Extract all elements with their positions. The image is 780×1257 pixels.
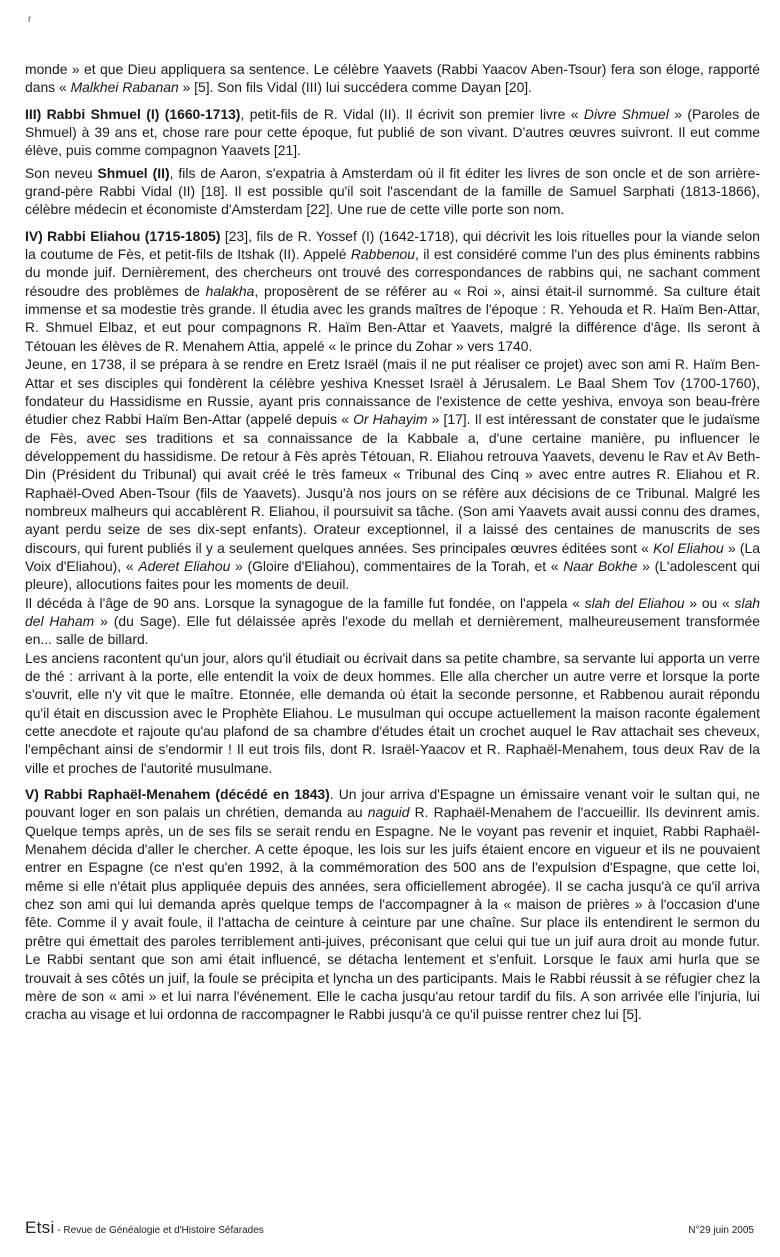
- italic-term: slah del Eliahou: [584, 594, 685, 611]
- bold-name: Shmuel (II): [97, 164, 170, 181]
- italic-title: Malkhei Rabanan: [70, 79, 179, 96]
- paragraph-eliahou-youth: Jeune, en 1738, il se prépara à se rendre en Eretz Israël (mais il ne put réaliser ce projet) avec son ami R. Haïm Ben-Attar et ses disciples qui fondèrent la célèbre yeshiva Knesset Israël à Jérusalem. Le Baal Shem Tov (1700-1760), fondateur du Hassidisme en Russie, ayant pris connaissance de l'existence de cette yeshiva, envoya son beau-frère étudier chez Rabbi Haïm Ben-Attar (appelé depuis « Or Hahayim » [17]. Il est intéressant de constater que le judaïsme de Fès, avec ses traditions et sa connaissance de la Kabbale a, d'une certaine manière, pu influencer le développement du hassidisme. De retour à Fès après Tétouan, R. Eliahou retrouva Yaavets, devenu le Rav et Av Beth-Din (Président du Tribunal) qui avait créé le très fameux « Tribunal des Cinq » avec entre autres R. Eliahou et R. Raphaël-Oved Aben-Tsour (fils de Yaavets). Jusqu'à nos jours on se réfère aux décisions de ce Tribunal. Malgré les nombreux malheurs qui accablèrent R. Eliahou, il poursuivit sa tâche. (Son ami Yaavets avait aussi connu des drames, ayant perdu seize de ses dix-sept enfants). Orateur exceptionnel, il a laissé des centaines de manuscrits de ses discours, qui furent publiés il y a seulement quelques années. Ses principales œuvres éditées sont « Kol Eliahou » (La Voix d'Eliahou), « Aderet Eliahou » (Gloire d'Eliahou), commentaires de la Torah, et « Naar Bokhe » (L'adolescent qui pleure), allocutions faites pour les moments de deuil.: [25, 356, 761, 593]
- italic-term: slah del Haham: [25, 594, 761, 629]
- section-rabbi-eliahou: IV) Rabbi Eliahou (1715-1805) [23], fils de R. Yossef (I) (1642-1718), qui décrivit les lois rituelles pour la viande selon la coutume de Fès, et petit-fils de Itshak (II). Appelé Rabbenou, il est considéré comme l'un des plus éminents rabbins du monde juif. Dernièrement, des chercheurs ont trouvé des correspondances de rabbins qui, ne sachant comment résoudre des problèmes de halakha, proposèrent de se référer au « Roi », ainsi était-il surnommé. Sa culture était immense et sa modestie très grande. Il étudia avec les grands maîtres de l'époque : R. Yehouda et R. Haïm Ben-Attar, R. Shmuel Elbaz, et eut pour compagnons R. Haïm Ben-Attar et Yaavets, malgré la différence d'âge. Ils seront à Tétouan les élèves de R. Menahem Attia, appelé « le prince du Zohar » vers 1740.: [25, 227, 760, 354]
- section-heading: III) Rabbi Shmuel (I) (1660-1713): [25, 105, 241, 122]
- journal-credit: [25, 1218, 264, 1238]
- journal-name: Etsi: [25, 1218, 55, 1237]
- paragraph-shmuel-ii: Son neveu Shmuel (II), fils de Aaron, s'expatria à Amsterdam où il fit éditer les livres de son oncle et de son arrière-grand-père Rabbi Vidal (II) [18]. Il est possible qu'il soit l'ascendant de la famille de Samuel Sarphati (1813-1866), célèbre médecin et économiste d'Amsterdam [22]. Une rue de cette ville porte son nom.: [25, 164, 760, 218]
- corner-mark: r: [28, 14, 32, 25]
- italic-title: Aderet Eliahou: [138, 557, 231, 574]
- italic-title: Or Hahayim: [353, 411, 428, 428]
- issue-info: N°29 juin 2005: [688, 1225, 754, 1236]
- journal-subtitle: - Revue de Généalogie et d'Histoire Séfarades: [54, 1225, 264, 1236]
- section-rabbi-shmuel: III) Rabbi Shmuel (I) (1660-1713), petit-fils de R. Vidal (II). Il écrivit son premier livre « Divre Shmuel » (Paroles de Shmuel) à 39 ans et, chose rare pour cette époque, fut publié de son vivant. D'autres œuvres suivront. Il eut comme élève, puis comme compagnon Yaavets [21].: [25, 105, 761, 159]
- italic-term: halakha: [205, 282, 255, 299]
- page-footer: [25, 1218, 760, 1240]
- paragraph-eliahou-death: Il décéda à l'âge de 90 ans. Lorsque la synagogue de la famille fut fondée, on l'appela « slah del Eliahou » ou « slah del Haham » (du Sage). Elle fut délaissée après l'exode du mellah et dernièrement, malheureusement transformée en... salle de billard.: [25, 594, 761, 648]
- italic-title: Naar Bokhe: [563, 557, 638, 574]
- section-rabbi-raphael-menahem: V) Rabbi Raphaël-Menahem (décédé en 1843). Un jour arriva d'Espagne un émissaire venant voir le sultan qui, ne pouvant loger en son palais un chrétien, demanda au naguid R. Raphaël-Menahem de l'accueillir. Ils devinrent amis. Quelque temps après, un de ses fils se serait rendu en Espagne. Ne le voyant pas revenir et inquiet, Rabbi Raphaël-Menahem décida d'aller le chercher. A cette époque, les lois sur les juifs étaient encore en vigueur et ils ne pouvaient entrer en Espagne (ce n'est qu'en 1992, à la commémoration des 500 ans de l'expulsion d'Espagne, que cette loi, même si elle n'était plus appliquée depuis des années, sera officiellement abrogée). Il se cacha jusqu'à ce qu'il arriva chez son ami qui lui demanda après quelque temps de l'accompagner à la « maison de prières » à l'occasion d'une fête. Comme il y avait foule, il l'attacha de ceinture à ceinture par une chaîne. Sur place ils entendirent le sermon du prêtre qui émettait des paroles terriblement anti-juives, préconisant que celui qui tue un juif aura droit au monde futur. Le Rabbi sentant que son ami était influencé, se détacha lentement et s'enfuit. Lorsque le faux ami hurla que se trouvait à ses côtés un juif, la foule se précipita et lyncha un des participants. Mais le Rabbi réussit à se réfugier chez la mère de son « ami » et lui narra l'événement. Elle le cacha jusqu'au retour tardif du fils. A son arrivée elle l'injuria, lui cracha au visage et lui ordonna de raccompagner le Rabbi jusqu'à ce qu'il puisse rentrer chez lui [5].: [25, 786, 760, 1023]
- paragraph-continuation: monde » et que Dieu appliquera sa sentence. Le célèbre Yaavets (Rabbi Yaacov Aben-Tsour) fera son éloge, rapporté dans « Malkhei Rabanan » [5]. Son fils Vidal (III) lui succédera comme Dayan [20].: [25, 61, 760, 96]
- paragraph-eliahou-anecdote: Les anciens racontent qu'un jour, alors qu'il étudiait ou écrivait dans sa petite chambre, sa servante lui apporta un verre de thé : arrivant à la porte, elle entendit la voix de deux hommes. Elle alla chercher un autre verre et lorsque la porte s'ouvrit, elle n'y vit que le maître. Etonnée, elle demanda où était la seconde personne, et Rabbenou aurait répondu qu'il était en discussion avec le Prophète Eliahou. Le musulman qui occupe actuellement la maison raconte également cette anecdote et rajoute qu'au plafond de sa chambre d'études était un crochet auquel le Rav attachait ses cheveux, l'empêchant ainsi de s'endormir ! Il eut trois fils, dont R. Israël-Yaacov et R. Raphaël-Menahem, tous deux Rav de la ville et proches de l'autorité musulmane.: [25, 649, 760, 776]
- section-heading: V) Rabbi Raphaël-Menahem (décédé en 1843): [25, 786, 330, 803]
- italic-term: naguid: [367, 804, 410, 821]
- italic-title: Kol Eliahou: [653, 539, 724, 556]
- italic-term: Rabbenou: [350, 246, 415, 263]
- article-body: [25, 60, 760, 1024]
- section-heading: IV) Rabbi Eliahou (1715-1805): [25, 227, 221, 244]
- italic-title: Divre Shmuel: [583, 105, 669, 122]
